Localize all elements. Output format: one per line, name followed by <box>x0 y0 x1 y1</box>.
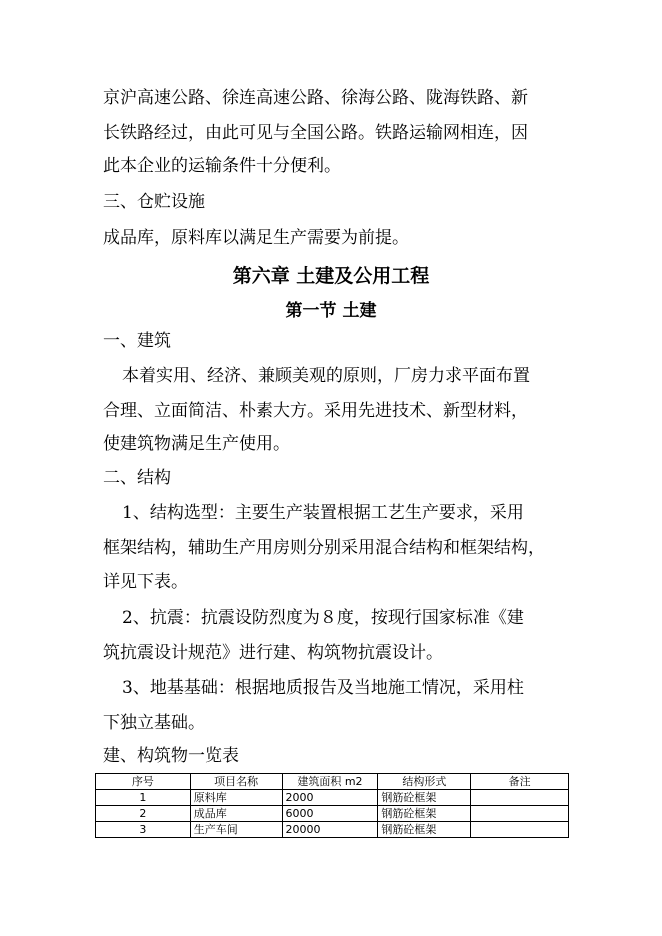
table-row <box>96 790 569 806</box>
table-row <box>96 822 569 838</box>
paragraph-line: 此本企业的运输条件十分便利。 <box>103 156 341 176</box>
paragraph-line: 1、结构选型：主要生产装置根据工艺生产要求，采用 <box>122 503 524 523</box>
paragraph-line: 筑抗震设计规范》进行建、构筑物抗震设计。 <box>103 643 443 663</box>
buildings-table <box>95 773 569 838</box>
table-cell: 6000 <box>282 806 378 822</box>
paragraph-line: 3、地基基础：根据地质报告及当地施工情况，采用柱 <box>122 678 524 698</box>
paragraph-line: 长铁路经过，由此可见与全国公路。铁路运输网相连，因 <box>103 123 528 143</box>
paragraph-line: 框架结构，辅助生产用房则分别采用混合结构和框架结构， <box>103 538 545 558</box>
table-cell: 3 <box>96 822 191 838</box>
subheading: 二、结构 <box>103 468 171 488</box>
table-cell <box>471 806 569 822</box>
subheading: 一、建筑 <box>103 331 171 351</box>
chapter-title: 第六章 土建及公用工程 <box>232 265 430 287</box>
table-cell: 20000 <box>282 822 378 838</box>
table-header-cell: 序号 <box>96 774 191 790</box>
section-title: 第一节 土建 <box>285 301 377 321</box>
paragraph-line: 合理、立面简洁、朴素大方。采用先进技术、新型材料， <box>103 401 528 421</box>
subheading: 三、仓贮设施 <box>103 192 205 212</box>
paragraph-line: 本着实用、经济、兼顾美观的原则，厂房力求平面布置 <box>122 366 530 386</box>
table-row <box>96 806 569 822</box>
table-cell: 1 <box>96 790 191 806</box>
table-header-cell: 结构形式 <box>378 774 471 790</box>
table-cell: 2 <box>96 806 191 822</box>
table-cell: 钢筋砼框架 <box>378 822 471 838</box>
paragraph-line: 2、抗震：抗震设防烈度为８度，按现行国家标准《建 <box>122 608 524 628</box>
table-cell: 成品库 <box>190 806 282 822</box>
paragraph-line: 京沪高速公路、徐连高速公路、徐海公路、陇海铁路、新 <box>103 88 528 108</box>
table-cell <box>471 822 569 838</box>
paragraph-line: 下独立基础。 <box>103 713 205 733</box>
table-header-cell: 建筑面积 m2 <box>282 774 378 790</box>
table-header-row <box>96 774 569 790</box>
table-cell <box>471 790 569 806</box>
table-cell: 原料库 <box>190 790 282 806</box>
table-cell: 钢筋砼框架 <box>378 790 471 806</box>
paragraph-line: 成品库，原料库以满足生产需要为前提。 <box>103 228 409 248</box>
table-cell: 生产车间 <box>190 822 282 838</box>
paragraph-line: 使建筑物满足生产使用。 <box>103 434 290 454</box>
table-caption: 建、构筑物一览表 <box>103 746 239 766</box>
table-header-cell: 项目名称 <box>190 774 282 790</box>
table-header-cell: 备注 <box>471 774 569 790</box>
table-cell: 2000 <box>282 790 378 806</box>
table-cell: 钢筋砼框架 <box>378 806 471 822</box>
paragraph-line: 详见下表。 <box>103 572 188 592</box>
